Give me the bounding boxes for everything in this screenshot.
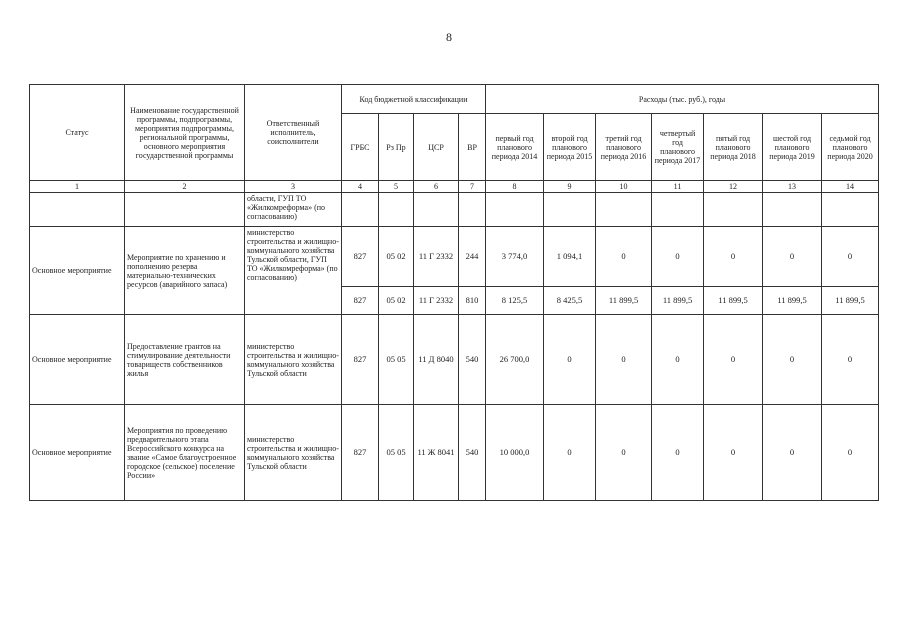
cell-vr: 540 (459, 315, 486, 405)
cell-value: 8 425,5 (544, 287, 596, 315)
header-expenses: Расходы (тыс. руб.), годы (486, 85, 879, 114)
cell-value: 8 125,5 (486, 287, 544, 315)
header-year-2017: четвертый год планового периода 2017 (652, 114, 704, 181)
cell-value: 0 (822, 405, 879, 501)
cell-value: 0 (652, 227, 704, 287)
header-budget-code: Код бюджетной классификации (342, 85, 486, 114)
header-grbs: ГРБС (342, 114, 379, 181)
row-name: Предоставление грантов на стимулирование деятельности товариществ собственников жилья (125, 315, 245, 405)
budget-table (29, 84, 879, 501)
header-year-2019: шестой год планового периода 2019 (763, 114, 822, 181)
cell-value: 26 700,0 (486, 315, 544, 405)
cell-grbs: 827 (342, 405, 379, 501)
cell-csr: 11 Д 8040 (414, 315, 459, 405)
continuation-executor: области, ГУП ТО «Жилкомреформа» (по согласованию) (245, 193, 342, 227)
header-csr: ЦСР (414, 114, 459, 181)
row-executor: министерство строительства и жилищно-коммунального хозяйства Тульской области, ГУП ТО «Жилкомреформа» (по согласованию) (245, 227, 342, 315)
cell-grbs: 827 (342, 315, 379, 405)
column-number: 5 (379, 181, 414, 193)
cell-rzpr: 05 05 (379, 405, 414, 501)
column-number: 1 (30, 181, 125, 193)
header-status: Статус (30, 85, 125, 181)
header-year-2014: первый год планового периода 2014 (486, 114, 544, 181)
cell-value: 0 (652, 315, 704, 405)
cell-value: 0 (704, 405, 763, 501)
cell-rzpr: 05 02 (379, 227, 414, 287)
header-year-2018: пятый год планового периода 2018 (704, 114, 763, 181)
header-year-2020: седьмой год планового периода 2020 (822, 114, 879, 181)
cell-csr: 11 Ж 8041 (414, 405, 459, 501)
row-executor: министерство строительства и жилищно-коммунального хозяйства Тульской области (245, 405, 342, 501)
table-row (30, 315, 879, 405)
row-name: Мероприятия по проведению предварительного этапа Всероссийского конкурса на звание «Самое благоустроенное городское (сельское) поселение России» (125, 405, 245, 501)
column-number: 3 (245, 181, 342, 193)
column-number: 11 (652, 181, 704, 193)
header-executor: Ответственный исполнитель, соисполнители (245, 85, 342, 181)
column-number: 2 (125, 181, 245, 193)
table-row (30, 405, 879, 501)
cell-value: 0 (596, 227, 652, 287)
cell-grbs: 827 (342, 227, 379, 287)
cell-value: 1 094,1 (544, 227, 596, 287)
cell-value: 0 (704, 227, 763, 287)
column-number: 13 (763, 181, 822, 193)
cell-csr: 11 Г 2332 (414, 227, 459, 287)
cell-value: 0 (544, 405, 596, 501)
header-year-2016: третий год планового периода 2016 (596, 114, 652, 181)
cell-value: 11 899,5 (763, 287, 822, 315)
header-name: Наименование государственной программы, подпрограммы, мероприятия подпрограммы, региональной программы, основного мероприятия государственной программы (125, 85, 245, 181)
cell-vr: 540 (459, 405, 486, 501)
cell-value: 0 (544, 315, 596, 405)
column-number: 9 (544, 181, 596, 193)
continuation-row (30, 193, 879, 227)
cell-value: 11 899,5 (596, 287, 652, 315)
cell-value: 11 899,5 (652, 287, 704, 315)
page-number: 8 (446, 30, 452, 44)
row-executor: министерство строительства и жилищно-коммунального хозяйства Тульской области (245, 315, 342, 405)
cell-value: 0 (763, 227, 822, 287)
row-name: Мероприятие по хранению и пополнению резерва материально-технических ресурсов (аварийного запаса) (125, 227, 245, 315)
cell-vr: 810 (459, 287, 486, 315)
cell-value: 0 (596, 315, 652, 405)
cell-value: 11 899,5 (822, 287, 879, 315)
header-vr: ВР (459, 114, 486, 181)
column-number: 7 (459, 181, 486, 193)
cell-value: 0 (763, 405, 822, 501)
column-number: 8 (486, 181, 544, 193)
column-number: 12 (704, 181, 763, 193)
row-status: Основное мероприятие (30, 315, 125, 405)
cell-value: 0 (596, 405, 652, 501)
column-number: 10 (596, 181, 652, 193)
cell-value: 0 (822, 227, 879, 287)
cell-vr: 244 (459, 227, 486, 287)
cell-rzpr: 05 02 (379, 287, 414, 315)
row-status: Основное мероприятие (30, 227, 125, 315)
cell-value: 0 (704, 315, 763, 405)
row-status: Основное мероприятие (30, 405, 125, 501)
cell-grbs: 827 (342, 287, 379, 315)
header-year-2015: второй год планового периода 2015 (544, 114, 596, 181)
column-number: 14 (822, 181, 879, 193)
cell-rzpr: 05 05 (379, 315, 414, 405)
table-row (30, 227, 879, 287)
cell-value: 0 (652, 405, 704, 501)
cell-value: 0 (822, 315, 879, 405)
cell-value: 0 (763, 315, 822, 405)
column-number: 4 (342, 181, 379, 193)
cell-value: 11 899,5 (704, 287, 763, 315)
cell-value: 3 774,0 (486, 227, 544, 287)
cell-csr: 11 Г 2332 (414, 287, 459, 315)
header-rzpr: Рз Пр (379, 114, 414, 181)
cell-value: 10 000,0 (486, 405, 544, 501)
column-number: 6 (414, 181, 459, 193)
column-number-row (30, 181, 879, 193)
